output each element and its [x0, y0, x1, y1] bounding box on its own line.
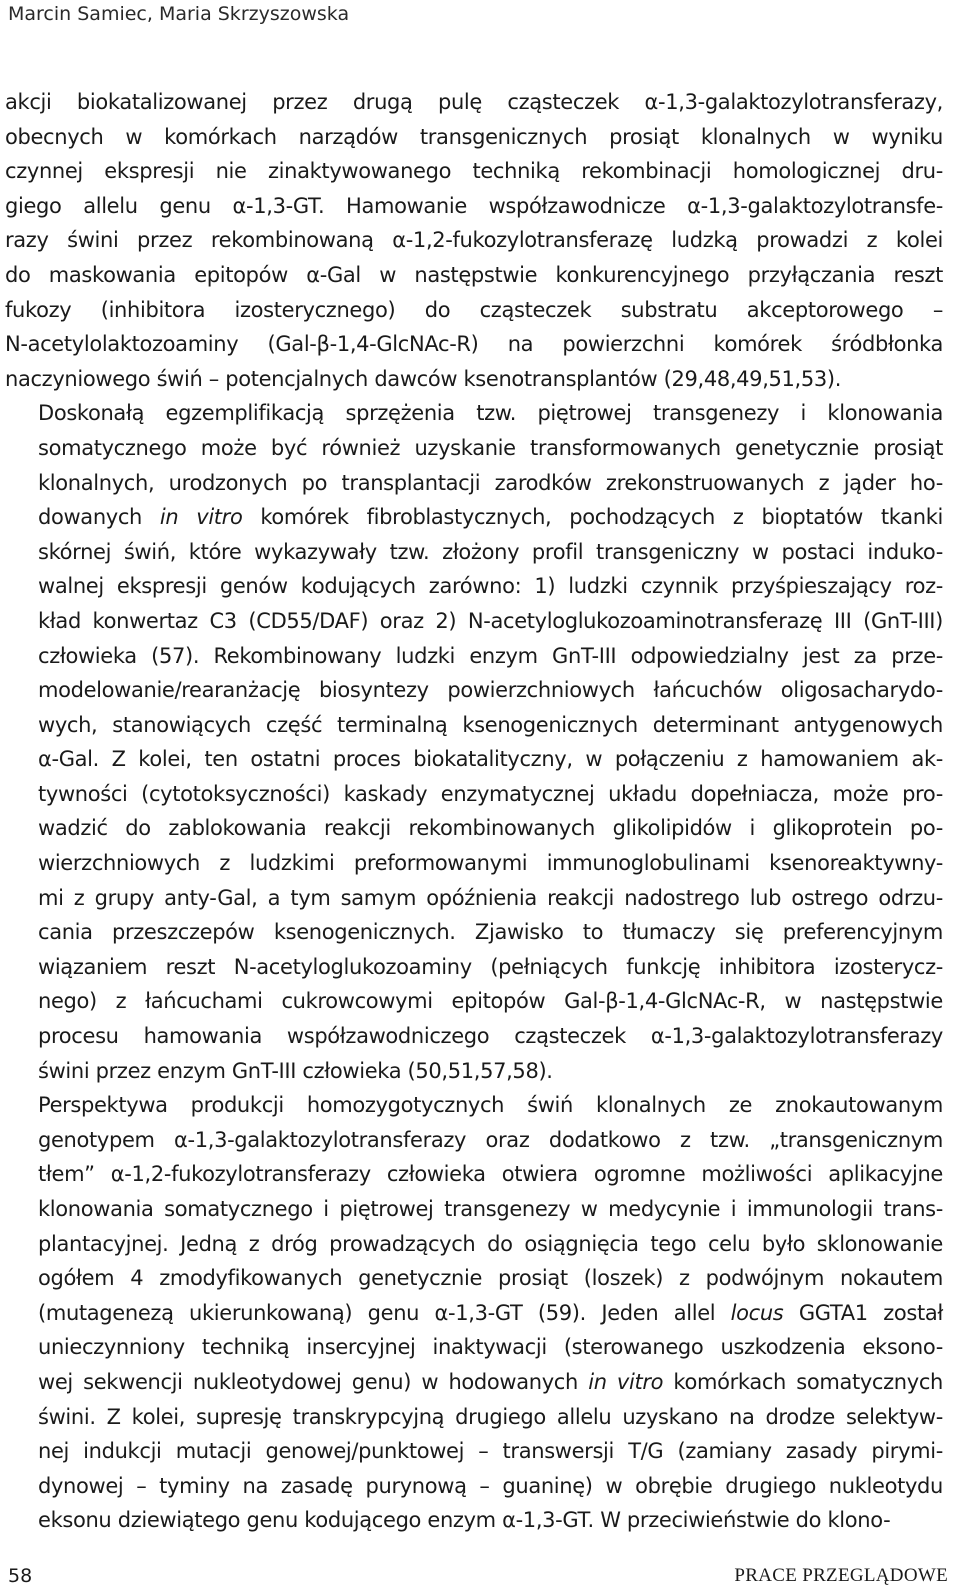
text-line: razy świni przez rekombinowaną α-1,2-fukozylotransferazę ludzką prowadzi z kolei: [5, 228, 943, 253]
text-line: walnej ekspresji genów kodujących zarówno: 1) ludzki czynnik przyśpieszający roz-: [38, 574, 943, 599]
text-line: plantacyjnej. Jedną z dróg prowadzących do osiągnięcia tego celu było sklonowanie: [38, 1231, 943, 1256]
text-line: wych, stanowiących część terminalną ksenogenicznych determinant antygenowych: [38, 712, 943, 737]
text-line: N-acetylolaktozoaminy (Gal-β-1,4-GlcNAc-R) na powierzchni komórek śródbłonka: [5, 332, 943, 357]
text-line: do maskowania epitopów α-Gal w następstwie konkurencyjnego przyłączania reszt: [5, 262, 943, 287]
text-line: Perspektywa produkcji homozygotycznych świń klonalnych ze znokautowanym: [38, 1093, 943, 1118]
text-line: świni przez enzym GnT-III człowieka (50,51,57,58).: [38, 1058, 553, 1083]
text-line: świni. Z kolei, supresję transkrypcyjną drugiego allelu uzyskano na drodze selektyw-: [38, 1404, 943, 1429]
text-line: wiązaniem reszt N-acetyloglukozoaminy (pełniących funkcję inhibitora izosterycz-: [38, 954, 943, 979]
text-line: wej sekwencji nukleotydowej genu) w hodowanych in vitro komórkach somatycznych: [38, 1369, 943, 1394]
text-line: klonalnych, urodzonych po transplantacji zarodków zrekonstruowanych z jąder ho-: [38, 470, 943, 495]
text-line: somatycznego może być również uzyskanie transformowanych genetycznie prosiąt: [38, 435, 943, 460]
text-line: ogółem 4 zmodyfikowanych genetycznie prosiąt (loszek) z podwójnym nokautem: [38, 1266, 943, 1291]
text-line: człowieka (57). Rekombinowany ludzki enzym GnT-III odpowiedzialny jest za prze-: [38, 643, 943, 668]
running-head-authors: Marcin Samiec, Maria Skrzyszowska: [8, 3, 350, 25]
text-line: procesu hamowania współzawodniczego cząsteczek α-1,3-galaktozylotransferazy: [38, 1024, 943, 1049]
paragraph: [5, 85, 943, 396]
text-line: dynowej – tyminy na zasadę purynową – guaninę) w obrębie drugiego nukleotydu: [38, 1473, 943, 1498]
page-number: 58: [8, 1565, 33, 1587]
text-line: nej indukcji mutacji genowej/punktowej – transwersji T/G (zamiany zasady pirymi-: [38, 1439, 943, 1464]
text-line: eksonu dziewiątego genu kodującego enzym α-1,3-GT. W przeciwieństwie do klono-: [38, 1508, 891, 1533]
text-line: tłem” α-1,2-fukozylotransferazy człowieka otwiera ogromne możliwości aplikacyjne: [38, 1162, 943, 1187]
text-line: wadzić do zablokowania reakcji rekombinowanych glikolipidów i glikoprotein po-: [38, 816, 943, 841]
text-line: mi z grupy anty-Gal, a tym samym opóźnienia reakcji nadostrego lub ostrego odrzu-: [38, 885, 943, 910]
journal-name: PRACE PRZEGLĄDOWE: [734, 1565, 948, 1586]
text-line: (mutagenezą ukierunkowaną) genu α-1,3-GT (59). Jeden allel locus GGTA1 został: [38, 1300, 943, 1325]
text-line: obecnych w komórkach narządów transgenicznych prosiąt klonalnych w wyniku: [5, 124, 943, 149]
text-line: klonowania somatycznego i piętrowej transgenezy w medycynie i immunologii trans-: [38, 1197, 943, 1221]
text-line: dowanych in vitro komórek fibroblastycznych, pochodzących z bioptatów tkanki: [38, 505, 943, 530]
text-line: giego allelu genu α-1,3-GT. Hamowanie współzawodnicze α-1,3-galaktozylotransfe-: [5, 193, 943, 218]
text-line: naczyniowego świń – potencjalnych dawców ksenotransplantów (29,48,49,51,53).: [5, 366, 842, 391]
text-line: α-Gal. Z kolei, ten ostatni proces biokatalityczny, w połączeniu z hamowaniem ak-: [38, 747, 943, 772]
article-body: [5, 85, 943, 1538]
text-line: fukozy (inhibitora izosterycznego) do cząsteczek substratu akceptorowego –: [5, 297, 943, 322]
paragraph: [5, 396, 943, 1088]
text-line: kład konwertaz C3 (CD55/DAF) oraz 2) N-acetyloglukozoaminotransferazę III (GnT-III): [38, 608, 943, 633]
text-line: cania przeszczepów ksenogenicznych. Zjawisko to tłumaczy się preferencyjnym: [38, 920, 943, 945]
text-line: tywności (cytotoksyczności) kaskady enzymatycznej układu dopełniacza, może pro-: [38, 781, 943, 806]
text-line: skórnej świń, które wykazywały tzw. złożony profil transgeniczny w postaci induko-: [38, 539, 943, 564]
text-line: unieczynniony techniką insercyjnej inaktywacji (sterowanego uszkodzenia eksono-: [38, 1335, 943, 1360]
text-line: czynnej ekspresji nie zinaktywowanego techniką rekombinacji homologicznej dru-: [5, 159, 943, 184]
text-line: akcji biokatalizowanej przez drugą pulę cząsteczek α-1,3-galaktozylotransferazy,: [5, 90, 943, 114]
paragraph: [5, 1088, 943, 1538]
text-line: nego) z łańcuchami cukrowcowymi epitopów Gal-β-1,4-GlcNAc-R, w następstwie: [38, 989, 943, 1014]
text-line: wierzchniowych z ludzkimi preformowanymi immunoglobulinami ksenoreaktywny-: [38, 851, 943, 876]
text-line: modelowanie/rearanżację biosyntezy powierzchniowych łańcuchów oligosacharydo-: [38, 678, 943, 703]
text-line: Doskonałą egzemplifikacją sprzężenia tzw. piętrowej transgenezy i klonowania: [38, 401, 943, 426]
text-line: genotypem α-1,3-galaktozylotransferazy oraz dodatkowo z tzw. „transgenicznym: [38, 1127, 943, 1152]
